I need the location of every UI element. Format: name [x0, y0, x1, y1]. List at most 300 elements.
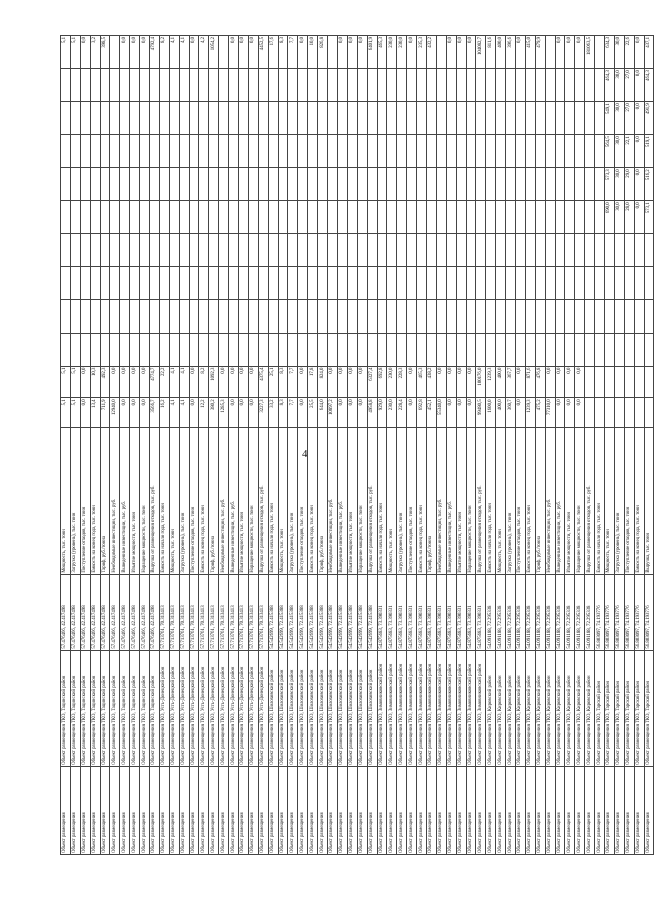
table-cell: 5,1	[70, 398, 80, 427]
table-cell: 0,0	[347, 366, 357, 398]
table-cell: Наращение мощности, тыс. тонн	[466, 427, 476, 574]
table-cell	[555, 234, 565, 267]
table-cell	[248, 300, 258, 333]
table-cell: Тариф, руб./тонна	[100, 427, 110, 574]
table-cell: Объект размещения ТКО, Шолоховский район	[318, 650, 328, 766]
table-cell	[436, 69, 446, 102]
table-cell: 30,0	[614, 36, 624, 69]
table-cell	[466, 201, 476, 234]
table-cell	[555, 69, 565, 102]
table-cell	[90, 135, 100, 168]
table-cell: 0,0	[436, 366, 446, 398]
table-cell	[328, 234, 338, 267]
table-cell	[110, 168, 120, 201]
table-cell	[397, 69, 407, 102]
table-cell	[179, 234, 189, 267]
table-cell	[328, 69, 338, 102]
table-cell: 5,1	[70, 366, 80, 398]
table-row	[456, 36, 466, 855]
table-cell	[337, 102, 347, 135]
table-cell	[120, 267, 130, 300]
table-cell	[130, 201, 140, 234]
table-cell	[634, 267, 644, 300]
table-cell	[446, 168, 456, 201]
table-cell: 400,0	[496, 366, 506, 398]
table-cell: 230,0	[387, 36, 397, 69]
table-cell	[248, 102, 258, 135]
table-cell: 54.542699, 72.415388	[357, 574, 367, 650]
table-cell	[634, 398, 644, 427]
table-cell	[555, 135, 565, 168]
table-cell	[446, 135, 456, 168]
table-cell: 4,2	[199, 36, 209, 69]
table-cell: Объект размещения ТКО, Тарский район	[614, 650, 624, 766]
table-cell	[159, 333, 169, 366]
table-cell: 1600,0	[486, 398, 496, 427]
table-cell: 432,2	[426, 36, 436, 69]
table-cell: Объект размещения ТКО, Усть-Донецкий район	[199, 650, 209, 766]
table-row	[466, 36, 476, 855]
table-cell	[496, 267, 506, 300]
table-cell: Выведенные инвестиции, тыс. руб.	[120, 427, 130, 574]
table-cell	[347, 69, 357, 102]
table-cell	[90, 168, 100, 201]
table-cell: Объект размещения	[595, 766, 605, 854]
table-cell	[209, 102, 219, 135]
table-cell: 54.875683, 73.390331	[426, 574, 436, 650]
table-cell	[100, 234, 110, 267]
table-cell: 25,5	[308, 398, 318, 427]
table-cell: Объект размещения	[70, 766, 80, 854]
table-cell: Объект размещения	[535, 766, 545, 854]
table-cell: Объект размещения	[100, 766, 110, 854]
table-cell	[644, 267, 654, 300]
table-cell	[486, 168, 496, 201]
table-cell	[525, 201, 535, 234]
table-cell	[199, 135, 209, 168]
table-row	[298, 36, 308, 855]
table-row	[328, 36, 338, 855]
table-cell: 27,0	[624, 102, 634, 135]
table-cell	[377, 333, 387, 366]
table-cell: 33,2	[268, 398, 278, 427]
table-cell: Объект размещения	[575, 766, 585, 854]
table-cell: 0,0	[565, 366, 575, 398]
table-cell: Выручка от размещения отходов, тыс. руб.	[476, 427, 486, 574]
table-cell	[199, 69, 209, 102]
table-cell: 452,1	[426, 398, 436, 427]
table-cell: 8,3	[278, 366, 288, 398]
table-cell	[397, 168, 407, 201]
table-cell	[229, 135, 239, 168]
table-cell	[179, 333, 189, 366]
table-cell: 56.803097, 74.193776	[644, 574, 654, 650]
table-row	[209, 36, 219, 855]
table-cell	[397, 267, 407, 300]
table-cell: Объект размещения ТКО, Кировский район	[545, 650, 555, 766]
table-cell	[169, 135, 179, 168]
table-cell: 27,0	[624, 69, 634, 102]
table-cell	[496, 135, 506, 168]
table-cell: 871,6	[525, 366, 535, 398]
table-cell	[456, 135, 466, 168]
table-cell: 230,0	[387, 366, 397, 398]
table-cell	[239, 333, 249, 366]
table-cell	[239, 102, 249, 135]
table-cell: 0,0	[456, 36, 466, 69]
table-cell: 3227,3	[258, 398, 268, 427]
table-cell	[150, 333, 160, 366]
table-cell	[239, 267, 249, 300]
table-cell	[229, 201, 239, 234]
table-cell: Загрузка (уровень), тыс. тонн	[70, 427, 80, 574]
table-cell	[239, 69, 249, 102]
table-cell	[110, 300, 120, 333]
table-cell: Объект размещения	[268, 766, 278, 854]
table-row	[61, 36, 71, 855]
table-cell	[417, 135, 427, 168]
table-cell: 56.803097, 74.193776	[595, 574, 605, 650]
table-row	[140, 36, 150, 855]
table-cell	[328, 168, 338, 201]
table-row	[604, 36, 614, 855]
table-cell	[417, 267, 427, 300]
table-cell: Наращение мощности, тыс. тонн	[140, 427, 150, 574]
table-cell	[80, 234, 90, 267]
table-cell	[130, 234, 140, 267]
table-cell: Объект размещения ТКО, Кировский район	[575, 650, 585, 766]
table-cell	[189, 102, 199, 135]
table-cell: Тариф, руб./тонна	[426, 427, 436, 574]
table-cell	[575, 333, 585, 366]
table-cell	[140, 168, 150, 201]
table-cell	[258, 201, 268, 234]
table-cell: Наращение мощности, тыс. тонн	[357, 427, 367, 574]
table-cell: Объект размещения ТКО, Зимовниковский район	[446, 650, 456, 766]
table-cell: 0,0	[407, 36, 417, 69]
table-cell	[179, 201, 189, 234]
table-cell: Объект размещения ТКО, Усть-Донецкий район	[248, 650, 258, 766]
table-cell: 398,5	[100, 36, 110, 69]
table-cell	[466, 234, 476, 267]
table-cell: Объект размещения ТКО, Кировский район	[506, 650, 516, 766]
table-cell	[407, 69, 417, 102]
table-cell: Выведенные инвестиции, тыс. руб.	[446, 427, 456, 574]
table-cell: Объект размещения ТКО, Усть-Донецкий район	[229, 650, 239, 766]
rotated-table-wrapper	[60, 35, 654, 855]
table-cell	[347, 333, 357, 366]
table-cell: Объект размещения ТКО, Шолоховский район	[278, 650, 288, 766]
table-row	[288, 36, 298, 855]
table-cell: 54.875683, 73.390331	[466, 574, 476, 650]
table-cell: Изъятие мощности, тыс. тонн	[130, 427, 140, 574]
table-cell: Объект размещения	[150, 766, 160, 854]
table-cell	[585, 168, 595, 201]
table-cell	[308, 102, 318, 135]
table-cell: 54.091188, 72.295338	[585, 574, 595, 650]
table-cell	[278, 69, 288, 102]
table-cell	[456, 102, 466, 135]
table-row	[506, 36, 516, 855]
table-cell	[130, 300, 140, 333]
table-cell	[209, 300, 219, 333]
table-cell	[446, 234, 456, 267]
table-cell: 0,0	[466, 366, 476, 398]
table-cell: Объект размещения	[189, 766, 199, 854]
table-cell: 54.875683, 73.390331	[407, 574, 417, 650]
table-cell: Емкость на конец года, тыс. тонн	[525, 427, 535, 574]
table-cell: 4,1	[179, 398, 189, 427]
table-cell: Мощность, тыс. тонн	[496, 427, 506, 574]
table-cell	[179, 300, 189, 333]
table-cell: 54.875683, 73.390331	[417, 574, 427, 650]
table-cell	[328, 102, 338, 135]
table-cell	[150, 69, 160, 102]
table-cell	[258, 234, 268, 267]
table-cell	[258, 300, 268, 333]
table-cell: 28,0	[624, 201, 634, 234]
table-cell	[169, 300, 179, 333]
table-cell	[278, 102, 288, 135]
table-cell: 4774,7	[150, 366, 160, 398]
table-cell	[565, 267, 575, 300]
table-cell	[595, 267, 605, 300]
table-cell: Объект размещения	[515, 766, 525, 854]
table-cell	[337, 267, 347, 300]
table-cell	[496, 234, 506, 267]
table-cell	[278, 333, 288, 366]
table-cell: 367,7	[506, 366, 516, 398]
table-cell: 0,0	[634, 69, 644, 102]
table-cell: 826,8	[318, 36, 328, 69]
table-cell: Объект размещения ТКО, Усть-Донецкий район	[189, 650, 199, 766]
table-cell: 564,5	[604, 135, 614, 168]
table-cell	[486, 135, 496, 168]
table-cell: Объект размещения	[347, 766, 357, 854]
table-cell	[595, 168, 605, 201]
table-cell	[515, 168, 525, 201]
table-cell	[248, 201, 258, 234]
table-cell: Емкость на конец года, тыс. тонн	[417, 427, 427, 574]
table-row	[595, 36, 605, 855]
table-cell	[189, 69, 199, 102]
table-cell: 5,1	[70, 36, 80, 69]
table-cell	[367, 168, 377, 201]
table-cell	[61, 234, 71, 267]
table-cell: Емкость на начало года, тыс. тонн	[595, 427, 605, 574]
table-cell	[318, 267, 328, 300]
table-cell	[565, 300, 575, 333]
table-cell	[575, 102, 585, 135]
table-cell: Объект размещения ТКО, Кировский район	[496, 650, 506, 766]
table-cell: Необходимые инвестиции, тыс. руб.	[110, 427, 120, 574]
table-cell	[100, 102, 110, 135]
table-cell: 1285,3	[219, 398, 229, 427]
table-cell: 57.476466, 42.417498	[70, 574, 80, 650]
table-cell	[239, 300, 249, 333]
table-cell: Наращение мощности, тыс. тонн	[575, 427, 585, 574]
table-cell	[248, 333, 258, 366]
table-cell	[70, 168, 80, 201]
table-cell	[298, 300, 308, 333]
table-cell	[614, 398, 624, 427]
table-cell	[347, 201, 357, 234]
table-cell	[486, 333, 496, 366]
table-cell: Объект размещения	[476, 766, 486, 854]
table-cell: 0,0	[446, 366, 456, 398]
table-cell: 464,3	[644, 69, 654, 102]
table-cell	[426, 300, 436, 333]
table-cell	[219, 69, 229, 102]
table-cell	[426, 168, 436, 201]
table-cell	[595, 398, 605, 427]
table-cell: 0,0	[347, 398, 357, 427]
table-cell	[110, 201, 120, 234]
table-cell: 824,0	[318, 366, 328, 398]
table-cell: 400,0	[496, 398, 506, 427]
table-cell: 0,0	[337, 398, 347, 427]
table-cell	[61, 300, 71, 333]
table-cell	[288, 201, 298, 234]
table-cell	[515, 102, 525, 135]
table-cell	[70, 102, 80, 135]
table-cell	[585, 102, 595, 135]
table-cell: 0,0	[407, 398, 417, 427]
table-row	[634, 36, 644, 855]
table-cell	[278, 300, 288, 333]
table-cell	[525, 102, 535, 135]
table-cell	[397, 135, 407, 168]
table-cell: 57.476466, 42.417498	[150, 574, 160, 650]
table-cell: 0,0	[130, 36, 140, 69]
table-row	[515, 36, 525, 855]
table-cell: Объект размещения ТКО, Тарский район	[604, 650, 614, 766]
table-cell: 54.542699, 72.415388	[268, 574, 278, 650]
table-cell	[258, 333, 268, 366]
table-cell: 491,9	[644, 102, 654, 135]
page-number: 4	[302, 448, 308, 460]
table-cell	[288, 333, 298, 366]
table-cell: 0,0	[347, 36, 357, 69]
table-cell: 56.803097, 74.193776	[614, 574, 624, 650]
table-cell	[357, 102, 367, 135]
table-cell	[417, 234, 427, 267]
table-cell	[476, 201, 486, 234]
table-cell: 57.476466, 42.417498	[100, 574, 110, 650]
table-row	[496, 36, 506, 855]
table-cell	[199, 267, 209, 300]
table-cell	[545, 168, 555, 201]
table-cell	[595, 300, 605, 333]
table-cell: 400,0	[496, 36, 506, 69]
table-body	[61, 36, 654, 855]
table-cell: 228,3	[397, 366, 407, 398]
table-cell	[219, 201, 229, 234]
table-cell: 54.542699, 72.415388	[278, 574, 288, 650]
table-row	[367, 36, 377, 855]
table-cell	[456, 69, 466, 102]
table-cell: 0,0	[515, 366, 525, 398]
table-cell	[525, 300, 535, 333]
table-cell	[209, 201, 219, 234]
table-cell	[140, 300, 150, 333]
table-cell: 0,0	[298, 398, 308, 427]
table-cell	[357, 333, 367, 366]
table-cell: 57.713761, 70.313413	[248, 574, 258, 650]
table-cell: 22,2	[159, 366, 169, 398]
table-cell	[288, 135, 298, 168]
table-cell	[634, 333, 644, 366]
table-cell	[169, 267, 179, 300]
table-cell	[614, 234, 624, 267]
table-row	[476, 36, 486, 855]
table-row	[535, 36, 545, 855]
table-cell: Объект размещения	[209, 766, 219, 854]
table-cell: Объект размещения	[565, 766, 575, 854]
table-cell: 0,0	[634, 135, 644, 168]
table-cell: Тариф, руб./тонна	[209, 427, 219, 574]
table-cell: 181063,5	[585, 36, 595, 69]
table-row	[545, 36, 555, 855]
table-cell	[278, 168, 288, 201]
table-cell	[525, 333, 535, 366]
table-cell	[476, 234, 486, 267]
table-cell: 573,1	[644, 201, 654, 234]
table-cell	[515, 201, 525, 234]
table-cell: 0,0	[248, 398, 258, 427]
table-cell	[298, 168, 308, 201]
table-cell: 56.803097, 74.193776	[634, 574, 644, 650]
table-cell: 0,0	[466, 398, 476, 427]
table-cell	[328, 300, 338, 333]
table-cell: 57.713761, 70.313413	[179, 574, 189, 650]
table-cell	[604, 333, 614, 366]
table-cell	[159, 168, 169, 201]
table-cell: Объект размещения ТКО, Шолоховский район	[357, 650, 367, 766]
table-cell	[357, 267, 367, 300]
table-cell	[426, 69, 436, 102]
table-cell: 0,0	[407, 366, 417, 398]
table-row	[436, 36, 446, 855]
table-cell	[318, 300, 328, 333]
table-cell: 0,0	[130, 366, 140, 398]
table-row	[387, 36, 397, 855]
table-cell	[506, 69, 516, 102]
table-cell: 6401,9	[367, 36, 377, 69]
table-cell	[357, 234, 367, 267]
table-cell	[318, 102, 328, 135]
table-cell: Объект размещения ТКО, Тацинский район	[70, 650, 80, 766]
table-cell	[229, 333, 239, 366]
table-cell: 0,0	[328, 366, 338, 398]
table-cell: Выручка от размещения отходов, тыс. руб.	[367, 427, 377, 574]
table-cell: Мощность, тыс. тонн	[169, 427, 179, 574]
table-cell	[367, 333, 377, 366]
table-cell: Загрузка (уровень), тыс. тонн	[506, 427, 516, 574]
table-cell: Мощность, тыс. тонн	[387, 427, 397, 574]
table-cell	[318, 333, 328, 366]
table-cell	[130, 69, 140, 102]
table-cell: Объект размещения ТКО, Зимовниковский район	[436, 650, 446, 766]
table-cell	[268, 102, 278, 135]
table-cell	[70, 234, 80, 267]
table-cell	[229, 69, 239, 102]
table-cell: 4,1	[179, 366, 189, 398]
table-cell: 3566,7	[150, 398, 160, 427]
table-cell: 54.542699, 72.415388	[308, 574, 318, 650]
table-cell	[456, 333, 466, 366]
table-cell: 54.542699, 72.415388	[298, 574, 308, 650]
